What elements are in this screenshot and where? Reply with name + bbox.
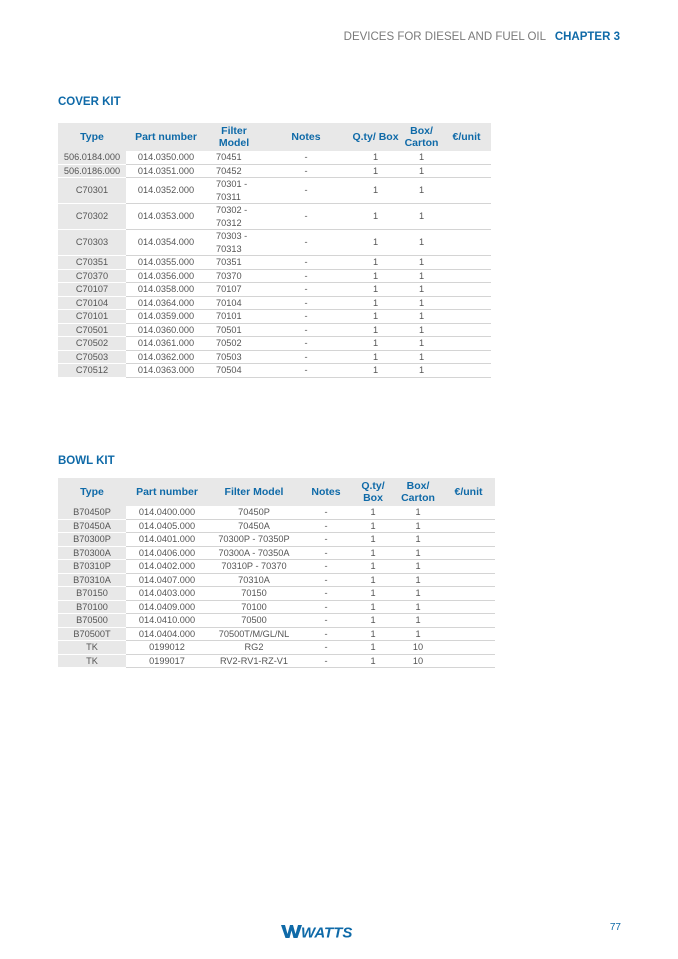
table-row — [58, 364, 491, 378]
table-row — [58, 533, 495, 547]
table-cell — [442, 269, 491, 283]
table-cell: 1 — [401, 310, 442, 324]
column-header: Notes — [300, 478, 352, 506]
table-cell: 014.0353.000 — [126, 204, 206, 230]
table-cell — [442, 310, 491, 324]
table-cell: 014.0400.000 — [126, 506, 208, 519]
table-cell: - — [300, 587, 352, 601]
table-cell: 70300A - 70350A — [208, 546, 300, 560]
table-cell: - — [300, 654, 352, 668]
table-cell: 1 — [394, 506, 442, 519]
table-cell: B70150 — [58, 587, 126, 601]
table-cell — [442, 641, 495, 655]
table-cell: 014.0406.000 — [126, 546, 208, 560]
table-cell: - — [262, 350, 350, 364]
table-cell: - — [300, 506, 352, 519]
table-cell: B70310P — [58, 560, 126, 574]
table-cell: 70450A — [208, 519, 300, 533]
table-cell: 70302 - 70312 — [206, 204, 262, 230]
table-cell: C70370 — [58, 269, 126, 283]
column-header: Type — [58, 478, 126, 506]
logo-wordmark: WATTS — [301, 924, 353, 940]
column-header: Type — [58, 123, 126, 151]
table-cell: 1 — [350, 350, 401, 364]
table-cell: C70302 — [58, 204, 126, 230]
table-cell: 1 — [401, 256, 442, 270]
table-cell: 70303 - 70313 — [206, 230, 262, 256]
table-cell: B70310A — [58, 573, 126, 587]
cover-kit-title: COVER KIT — [58, 96, 121, 108]
table-cell: 1 — [352, 600, 394, 614]
table-cell — [442, 600, 495, 614]
table-cell — [442, 506, 495, 519]
table-cell: 1 — [350, 310, 401, 324]
table-cell: 1 — [401, 283, 442, 297]
table-cell: B70100 — [58, 600, 126, 614]
table-cell — [442, 256, 491, 270]
table-cell: 70452 — [206, 164, 262, 178]
table-cell: 70150 — [208, 587, 300, 601]
table-cell: 1 — [352, 533, 394, 547]
table-cell: C70503 — [58, 350, 126, 364]
table-cell — [442, 296, 491, 310]
table-cell: - — [300, 614, 352, 628]
table-cell: 1 — [352, 546, 394, 560]
table-cell: 014.0410.000 — [126, 614, 208, 628]
table-cell: 0199012 — [126, 641, 208, 655]
table-cell: 1 — [352, 627, 394, 641]
table-cell: - — [300, 533, 352, 547]
table-cell: 70310P - 70370 — [208, 560, 300, 574]
table-row — [58, 654, 495, 668]
table-row — [58, 627, 495, 641]
table-cell: - — [262, 296, 350, 310]
table-row — [58, 519, 495, 533]
table-cell: 014.0352.000 — [126, 178, 206, 204]
header-chapter: CHAPTER 3 — [554, 31, 620, 43]
table-cell: C70303 — [58, 230, 126, 256]
table-cell: 014.0360.000 — [126, 323, 206, 337]
table-cell: 1 — [394, 627, 442, 641]
table-cell: 014.0351.000 — [126, 164, 206, 178]
table-cell: - — [262, 178, 350, 204]
table-cell: - — [300, 546, 352, 560]
table-cell — [442, 533, 495, 547]
table-cell: B70500T — [58, 627, 126, 641]
table-cell — [442, 323, 491, 337]
table-cell: TK — [58, 641, 126, 655]
table-cell: 1 — [350, 337, 401, 351]
table-cell — [442, 204, 491, 230]
table-cell: B70450A — [58, 519, 126, 533]
table-cell: 70501 — [206, 323, 262, 337]
table-cell: RV2-RV1-RZ-V1 — [208, 654, 300, 668]
table-cell: B70500 — [58, 614, 126, 628]
table-cell: 1 — [350, 296, 401, 310]
table-cell: 014.0363.000 — [126, 364, 206, 378]
table-cell — [442, 350, 491, 364]
table-row — [58, 506, 495, 519]
table-cell: C70502 — [58, 337, 126, 351]
table-row — [58, 587, 495, 601]
column-header: Part number — [126, 478, 208, 506]
table-cell: 014.0350.000 — [126, 151, 206, 164]
table-row — [58, 310, 491, 324]
table-cell: 1 — [401, 230, 442, 256]
table-cell: 1 — [350, 269, 401, 283]
table-cell: 70370 — [206, 269, 262, 283]
table-cell: 70310A — [208, 573, 300, 587]
table-cell: 014.0364.000 — [126, 296, 206, 310]
table-cell: 1 — [401, 204, 442, 230]
table-cell — [442, 230, 491, 256]
table-cell: 70101 — [206, 310, 262, 324]
table-cell: 014.0405.000 — [126, 519, 208, 533]
table-cell: - — [262, 337, 350, 351]
table-cell: C70512 — [58, 364, 126, 378]
table-row — [58, 296, 491, 310]
table-cell: 014.0359.000 — [126, 310, 206, 324]
cover-kit-table — [58, 123, 491, 378]
table-cell: 014.0404.000 — [126, 627, 208, 641]
table-cell: - — [262, 364, 350, 378]
table-cell: 1 — [352, 519, 394, 533]
table-cell: 1 — [401, 269, 442, 283]
table-cell: C70104 — [58, 296, 126, 310]
table-header-row — [58, 478, 495, 506]
table-cell: - — [262, 164, 350, 178]
table-row — [58, 164, 491, 178]
table-cell: 1 — [401, 364, 442, 378]
table-cell: 1 — [350, 178, 401, 204]
table-cell: 70107 — [206, 283, 262, 297]
table-cell: 014.0403.000 — [126, 587, 208, 601]
table-cell: 70300P - 70350P — [208, 533, 300, 547]
page-header — [344, 31, 620, 43]
table-cell: 014.0409.000 — [126, 600, 208, 614]
table-cell: 70504 — [206, 364, 262, 378]
table-cell: C70101 — [58, 310, 126, 324]
table-cell: C70107 — [58, 283, 126, 297]
table-cell: - — [300, 600, 352, 614]
table-cell — [442, 178, 491, 204]
table-row — [58, 151, 491, 164]
table-cell: 1 — [350, 164, 401, 178]
column-header: Box/ Carton — [394, 478, 442, 506]
table-cell: 1 — [350, 283, 401, 297]
table-cell: 014.0354.000 — [126, 230, 206, 256]
table-row — [58, 283, 491, 297]
table-cell: C70351 — [58, 256, 126, 270]
table-cell: - — [300, 560, 352, 574]
table-cell: 1 — [394, 533, 442, 547]
table-cell: - — [262, 230, 350, 256]
table-cell: 1 — [401, 164, 442, 178]
table-cell: 70301 - 70311 — [206, 178, 262, 204]
table-cell — [442, 614, 495, 628]
table-cell: 70503 — [206, 350, 262, 364]
table-cell: 506.0186.000 — [58, 164, 126, 178]
table-cell: 1 — [394, 519, 442, 533]
table-row — [58, 350, 491, 364]
table-cell: 1 — [394, 573, 442, 587]
table-cell — [442, 627, 495, 641]
table-cell — [442, 337, 491, 351]
table-cell — [442, 546, 495, 560]
table-cell: 1 — [352, 654, 394, 668]
table-cell: 1 — [394, 560, 442, 574]
table-row — [58, 573, 495, 587]
table-row — [58, 204, 491, 230]
table-cell: B70300A — [58, 546, 126, 560]
table-cell: 1 — [401, 151, 442, 164]
table-cell: C70301 — [58, 178, 126, 204]
bowl-kit-title: BOWL KIT — [58, 455, 115, 467]
table-row — [58, 269, 491, 283]
table-row — [58, 546, 495, 560]
table-cell — [442, 654, 495, 668]
bowl-kit-table — [58, 478, 495, 668]
column-header: €/unit — [442, 123, 491, 151]
table-cell: 1 — [352, 614, 394, 628]
table-cell: 1 — [401, 323, 442, 337]
table-cell: 014.0361.000 — [126, 337, 206, 351]
table-cell: 1 — [401, 337, 442, 351]
table-cell: - — [300, 641, 352, 655]
table-cell — [442, 573, 495, 587]
table-cell: 1 — [401, 178, 442, 204]
table-cell: - — [262, 310, 350, 324]
table-cell: - — [262, 151, 350, 164]
table-cell: 1 — [350, 323, 401, 337]
table-cell: 10 — [394, 654, 442, 668]
table-cell: 70500T/M/GL/NL — [208, 627, 300, 641]
table-cell: 014.0401.000 — [126, 533, 208, 547]
column-header: Q.ty/ Box — [352, 478, 394, 506]
table-cell: 1 — [352, 641, 394, 655]
header-subtitle: DEVICES FOR DIESEL AND FUEL OIL — [343, 31, 546, 43]
table-cell: - — [262, 204, 350, 230]
table-cell — [442, 519, 495, 533]
table-header-row — [58, 123, 491, 151]
table-cell — [442, 164, 491, 178]
table-cell: 1 — [394, 614, 442, 628]
table-cell: 1 — [350, 256, 401, 270]
table-cell — [442, 587, 495, 601]
table-cell: 014.0402.000 — [126, 560, 208, 574]
table-cell: - — [300, 519, 352, 533]
table-cell: 1 — [350, 204, 401, 230]
table-row — [58, 178, 491, 204]
column-header: Q.ty/ Box — [350, 123, 401, 151]
logo-mark — [281, 925, 302, 938]
table-cell — [442, 364, 491, 378]
table-row — [58, 323, 491, 337]
table-cell: TK — [58, 654, 126, 668]
table-cell: 1 — [350, 230, 401, 256]
column-header: Notes — [262, 123, 350, 151]
table-cell: 014.0407.000 — [126, 573, 208, 587]
table-cell: 10 — [394, 641, 442, 655]
table-row — [58, 600, 495, 614]
table-cell: 014.0362.000 — [126, 350, 206, 364]
table-cell: 70100 — [208, 600, 300, 614]
table-cell: 1 — [394, 600, 442, 614]
table-cell: 70351 — [206, 256, 262, 270]
table-cell: B70300P — [58, 533, 126, 547]
table-cell: - — [262, 323, 350, 337]
table-cell: 70451 — [206, 151, 262, 164]
table-row — [58, 230, 491, 256]
table-cell: - — [300, 573, 352, 587]
table-row — [58, 614, 495, 628]
table-cell: 1 — [352, 587, 394, 601]
table-cell: 1 — [352, 506, 394, 519]
table-cell: 0199017 — [126, 654, 208, 668]
table-cell: - — [300, 627, 352, 641]
table-cell: 014.0358.000 — [126, 283, 206, 297]
column-header: Filter Model — [208, 478, 300, 506]
table-cell — [442, 560, 495, 574]
table-row — [58, 641, 495, 655]
table-cell: 1 — [401, 350, 442, 364]
table-cell: 70104 — [206, 296, 262, 310]
column-header: Filter Model — [206, 123, 262, 151]
table-cell: 014.0356.000 — [126, 269, 206, 283]
column-header: Box/ Carton — [401, 123, 442, 151]
table-cell — [442, 151, 491, 164]
watts-logo — [281, 922, 369, 940]
table-cell: 70502 — [206, 337, 262, 351]
table-row — [58, 256, 491, 270]
table-cell: C70501 — [58, 323, 126, 337]
table-cell — [442, 283, 491, 297]
table-cell: 1 — [350, 364, 401, 378]
table-cell: RG2 — [208, 641, 300, 655]
table-cell: 1 — [352, 560, 394, 574]
table-cell: B70450P — [58, 506, 126, 519]
table-cell: - — [262, 256, 350, 270]
table-cell: 1 — [352, 573, 394, 587]
table-cell: 70500 — [208, 614, 300, 628]
table-cell: 1 — [394, 587, 442, 601]
table-cell: 1 — [394, 546, 442, 560]
table-cell: 1 — [401, 296, 442, 310]
column-header: €/unit — [442, 478, 495, 506]
table-row — [58, 560, 495, 574]
table-cell: 70450P — [208, 506, 300, 519]
table-row — [58, 337, 491, 351]
table-cell: 506.0184.000 — [58, 151, 126, 164]
page-number: 77 — [609, 922, 621, 933]
table-cell: - — [262, 283, 350, 297]
table-cell: 1 — [350, 151, 401, 164]
table-cell: 014.0355.000 — [126, 256, 206, 270]
column-header: Part number — [126, 123, 206, 151]
table-cell: - — [262, 269, 350, 283]
